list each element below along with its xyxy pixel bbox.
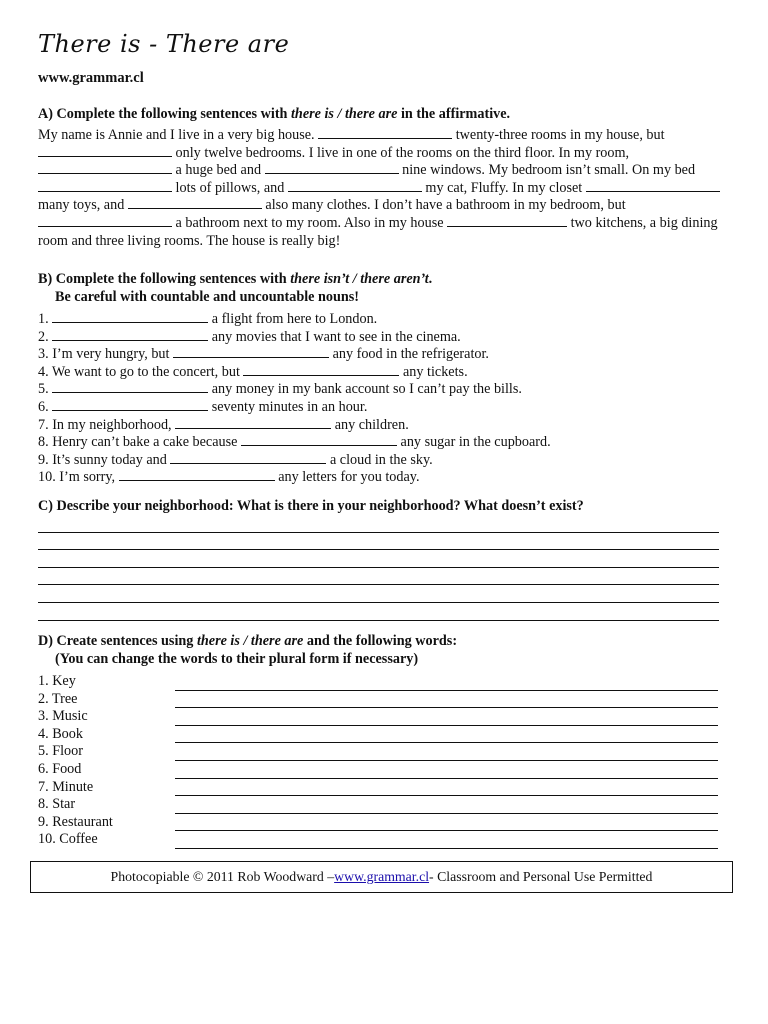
list-item: 2. any movies that I want to see in the cinema. bbox=[38, 328, 461, 345]
list-item: 5. Floor bbox=[38, 743, 738, 761]
blank-input[interactable] bbox=[288, 180, 422, 192]
footer-copyright: Photocopiable © 2011 Rob Woodward – bbox=[110, 869, 335, 884]
blank-input[interactable] bbox=[38, 180, 172, 192]
section-d-heading: D) Create sentences using there is / there are and the following words: bbox=[38, 633, 458, 649]
list-item: 10. I’m sorry, any letters for you today. bbox=[38, 469, 420, 486]
footer-link[interactable]: www.grammar.cl bbox=[334, 869, 430, 884]
blank-input[interactable] bbox=[241, 434, 397, 446]
writing-line[interactable] bbox=[38, 568, 719, 586]
blank-input[interactable] bbox=[38, 215, 172, 227]
blank-input[interactable] bbox=[38, 162, 172, 174]
writing-line[interactable] bbox=[175, 782, 718, 796]
list-item: 7. In my neighborhood, any children. bbox=[38, 416, 409, 433]
blank-input[interactable] bbox=[173, 346, 329, 358]
list-item: 2. Tree bbox=[38, 691, 738, 709]
list-item: 1. a flight from here to London. bbox=[38, 311, 378, 327]
list-item: 8. Henry can’t bake a cake because any sugar in the cupboard. bbox=[38, 434, 551, 451]
blank-input[interactable] bbox=[447, 215, 567, 227]
blank-input[interactable] bbox=[243, 364, 399, 376]
blank-input[interactable] bbox=[52, 381, 208, 393]
section-a bbox=[38, 105, 738, 250]
blank-input[interactable] bbox=[318, 127, 452, 139]
list-item: 5. any money in my bank account so I can’t pay the bills. bbox=[38, 381, 522, 398]
website-label: www.grammar.cl bbox=[38, 70, 144, 86]
writing-line[interactable] bbox=[175, 747, 718, 761]
list-item: 8. Star bbox=[38, 796, 738, 814]
blank-input[interactable] bbox=[128, 197, 262, 209]
blank-input[interactable] bbox=[175, 417, 331, 429]
list-item: 4. Book bbox=[38, 726, 738, 744]
blank-input[interactable] bbox=[52, 329, 208, 341]
writing-line[interactable] bbox=[175, 800, 718, 814]
section-b bbox=[38, 270, 738, 487]
section-d bbox=[38, 632, 738, 849]
list-item: 6. Food bbox=[38, 761, 738, 779]
list-item: 9. Restaurant bbox=[38, 814, 738, 832]
writing-line[interactable] bbox=[175, 765, 718, 779]
section-c bbox=[38, 497, 738, 621]
section-a-heading: A) Complete the following sentences with there is / there are in the affirmative. bbox=[38, 106, 511, 122]
writing-line[interactable] bbox=[38, 585, 719, 603]
list-item: 4. We want to go to the concert, but any tickets. bbox=[38, 363, 468, 380]
writing-line[interactable] bbox=[175, 694, 718, 708]
list-item: 3. Music bbox=[38, 708, 738, 726]
section-d-note: (You can change the words to their plural form if necessary) bbox=[55, 651, 419, 667]
list-item: 9. It’s sunny today and a cloud in the sky. bbox=[38, 451, 433, 468]
writing-line[interactable] bbox=[175, 729, 718, 743]
writing-line[interactable] bbox=[38, 533, 719, 551]
writing-line[interactable] bbox=[38, 550, 719, 568]
writing-lines bbox=[38, 515, 738, 621]
worksheet-title: There is - There are bbox=[38, 30, 290, 58]
footer-box bbox=[30, 861, 733, 893]
writing-line[interactable] bbox=[175, 817, 718, 831]
blank-input[interactable] bbox=[38, 145, 172, 157]
section-b-note: Be careful with countable and uncountable nouns! bbox=[55, 289, 360, 305]
writing-line[interactable] bbox=[38, 515, 719, 533]
section-d-list bbox=[38, 673, 738, 849]
blank-input[interactable] bbox=[586, 180, 720, 192]
list-item: 1. Key bbox=[38, 673, 738, 691]
section-c-heading: C) Describe your neighborhood: What is there in your neighborhood? What doesn’t exist? bbox=[38, 498, 584, 514]
writing-line[interactable] bbox=[38, 603, 719, 621]
section-a-paragraph: My name is Annie and I live in a very big house. twenty-three rooms in my house, but only twelve bedrooms. I live in one of the rooms on the third floor. In my room, a huge bed and nine windows. My bedroom isn’t small. On my bed lots of pillows, and my cat, Fluffy. In my closet many toys, and also many clothes. I don’t have a bathroom in my bedroom, but a bathroom next to my room. Also in my house two kitchens, a big dining room and three living rooms. The house is really big! bbox=[38, 127, 738, 250]
writing-line[interactable] bbox=[175, 835, 718, 849]
list-item: 10. Coffee bbox=[38, 831, 738, 849]
writing-line[interactable] bbox=[175, 677, 718, 691]
footer-usage: - Classroom and Personal Use Permitted bbox=[429, 869, 653, 884]
list-item: 3. I’m very hungry, but any food in the refrigerator. bbox=[38, 346, 489, 363]
blank-input[interactable] bbox=[52, 399, 208, 411]
section-b-heading: B) Complete the following sentences with there isn’t / there aren’t. bbox=[38, 271, 433, 287]
blank-input[interactable] bbox=[170, 452, 326, 464]
blank-input[interactable] bbox=[119, 469, 275, 481]
blank-input[interactable] bbox=[52, 311, 208, 323]
blank-input[interactable] bbox=[265, 162, 399, 174]
section-b-list bbox=[38, 311, 738, 487]
writing-line[interactable] bbox=[175, 712, 718, 726]
list-item: 6. seventy minutes in an hour. bbox=[38, 398, 368, 415]
list-item: 7. Minute bbox=[38, 779, 738, 797]
